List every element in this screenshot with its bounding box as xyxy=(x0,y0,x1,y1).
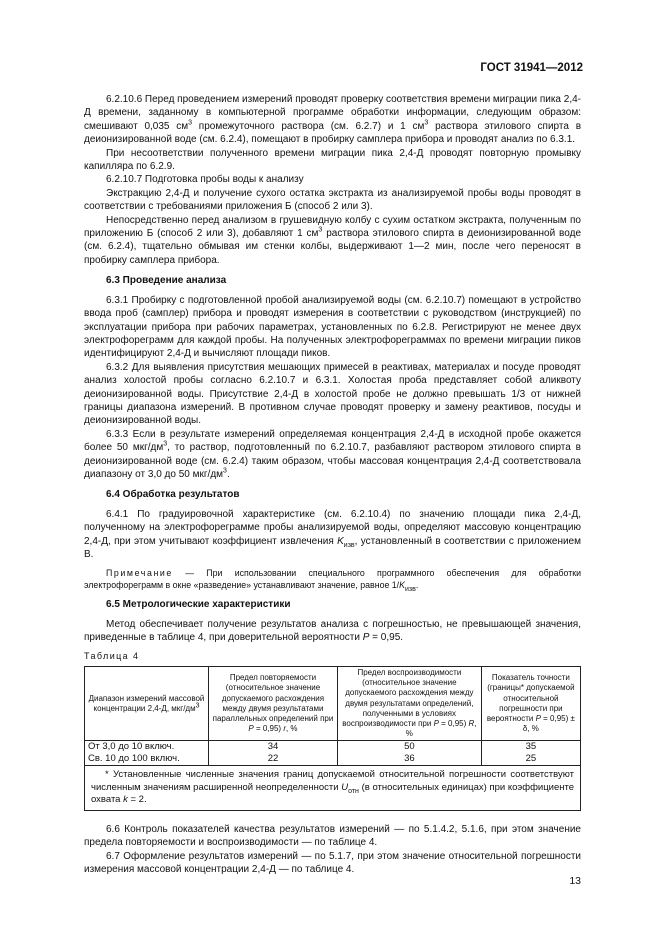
table-footnote-row xyxy=(85,766,581,811)
paragraph-6-2-10-7: 6.2.10.7 Подготовка пробы воды к анализу xyxy=(106,174,304,186)
paragraph-6-3-2: 6.3.2 Для выявления присутствия мешающих примесей в реактивах, материалах и посуде проводят анализ холостой пробы согласно 6.2.10.7 и 6.3.1. Холостая проба представляет собой аликвоту деионизированной воды. Присутствие 2,4-Д в холостой пробе не должно превышать 1/3 от нижней границы диапазона измерений. В противном случае проводят проверку и замену реактивов, посуды и деионизированной воды. xyxy=(84,361,581,427)
cell-reproducibility: 50 36 xyxy=(337,741,481,766)
table-footnote: * Установленные численные значения границ допускаемой относительной погрешности соответствуют численным значениям расширенной неопределенности $U_{отн}$ (в относительных единицах) при коэффициенте охвата k = 2. xyxy=(85,766,581,811)
note: Примечание — При использовании специального программного обеспечения для обработки электрофореграмм в окне «разведение» устанавливают значение, равное $1/K_{изв}$. xyxy=(84,568,581,594)
paragraph-6-3-3: 6.3.3 Если в результате измерений определяемая концентрация 2,4-Д в исходной пробе окажется более 50 мкг/$дм^3$, то раствор, подготовленный по 6.2.10.7, разбавляют раствором этилового спирта в деионизированной воде (см. 6.2.4) таким образом, чтобы массовая концентрация 2,4-Д соответствовала диапазону от 3,0 до 50 мкг/$дм^3$. xyxy=(84,428,581,480)
paragraph-6-4-1: 6.4.1 По градуировочной характеристике (см. 6.2.10.4) по значению площади пика 2,4-Д, полученному на электрофореграмме пробы анализируемой воды, определяют массовую концентрацию 2,4-Д, при этом учитывают коэффициент извлечения $K_{изв}$, установленный в соответствии с приложением В. xyxy=(84,508,581,560)
note-label: Примечание xyxy=(106,568,173,579)
section-heading-6-3: 6.3 Проведение анализа xyxy=(106,275,227,287)
paragraph-extraction: Экстракцию 2,4-Д и получение сухого остатка экстракта из анализируемой пробы воды проводят в соответствии с требованиями приложения Б (способ 2 или 3). xyxy=(84,187,581,213)
cell-repeatability: 34 22 xyxy=(209,741,338,766)
page-number: 13 xyxy=(569,875,581,887)
header-range: Диапазон измерений массовой концентрации 2,4-Д, мкг/$дм^3$ xyxy=(85,667,209,741)
header-accuracy: Показатель точности (границы* допускаемой относительной погрешности при вероятности P = 0,95) ± δ, % xyxy=(481,667,580,741)
standard-header: ГОСТ 31941—2012 xyxy=(480,62,583,74)
paragraph-6-6: 6.6 Контроль показателей качества результатов измерений — по 5.1.4.2, 5.1.6, при этом значение предела повторяемости и воспроизводимости — по таблице 4. xyxy=(84,823,581,849)
paragraph-6-2-10-6: 6.2.10.6 Перед проведением измерений проводят проверку соответствия времени миграции пика 2,4-Д времени, заданному в компьютерной программе обработки информации, следующим образом: смешивают 0,035 $см^3$ промежуточного раствора (см. 6.2.7) и 1 $см^3$ раствора этилового спирта в деионизированной воде (см. 6.2.4), помещают в пробирку самплера прибора и проводят анализ по 6.3.1. xyxy=(84,94,582,146)
paragraph-capillary-wash: При несоответствии полученного времени миграции пика 2,4-Д проводят повторную промывку капилляра по 6.2.9. xyxy=(84,147,581,173)
section-heading-6-5: 6.5 Метрологические характеристики xyxy=(106,599,291,611)
table-header-row xyxy=(85,667,581,741)
paragraph-6-7: 6.7 Оформление результатов измерений — по 5.1.7, при этом значение относительной погрешности измерения массовой концентрации 2,4-Д — по таблице 4. xyxy=(84,850,581,876)
table-caption: Таблица 4 xyxy=(84,650,140,661)
paragraph-before-analysis: Непосредственно перед анализом в грушевидную колбу с сухим остатком экстракта, полученным по приложению Б (способ 2 или 3), добавляют 1 $см^3$ раствора этилового спирта в деионизированной воде (см. 6.2.4), тщательно обмывая им стенки колбы, выдерживают 1—2 мин, после чего переносят в пробирку самплера прибора. xyxy=(84,214,582,266)
table-row xyxy=(85,741,581,766)
cell-accuracy: 35 25 xyxy=(481,741,580,766)
paragraph-6-5: Метод обеспечивает получение результатов анализа с погрешностью, не превышающей значения, приведенные в таблице 4, при доверительной вероятности P = 0,95. xyxy=(84,618,581,644)
table-4 xyxy=(84,666,581,811)
header-reproducibility: Предел воспроизводимости (относительное значение допускаемого расхождения между двумя результатами определений, полученными в условиях воспроизводимости при P = 0,95) R, % xyxy=(337,667,481,741)
section-heading-6-4: 6.4 Обработка результатов xyxy=(106,489,240,501)
cell-range: От 3,0 до 10 включ. Св. 10 до 100 включ. xyxy=(85,741,209,766)
paragraph-6-3-1: 6.3.1 Пробирку с подготовленной пробой анализируемой воды (см. 6.2.10.7) помещают в устройство ввода проб (самплер) прибора и проводят измерения в соответствии с руководством (инструкцией) по эксплуатации прибора при рабочих параметрах, установленных по 6.2.8. Регистрируют не менее двух электрофореграмм для каждой пробы. На полученных электрофореграммах по времени миграции пиков идентифицируют 2,4-Д и вычисляют площади пиков. xyxy=(84,294,581,360)
header-repeatability: Предел повторяемости (относительное значение допускаемого расхождения между двумя результатами параллельных определений при P = 0,95) r, % xyxy=(209,667,338,741)
spacer xyxy=(84,811,581,815)
page-content xyxy=(84,93,581,877)
